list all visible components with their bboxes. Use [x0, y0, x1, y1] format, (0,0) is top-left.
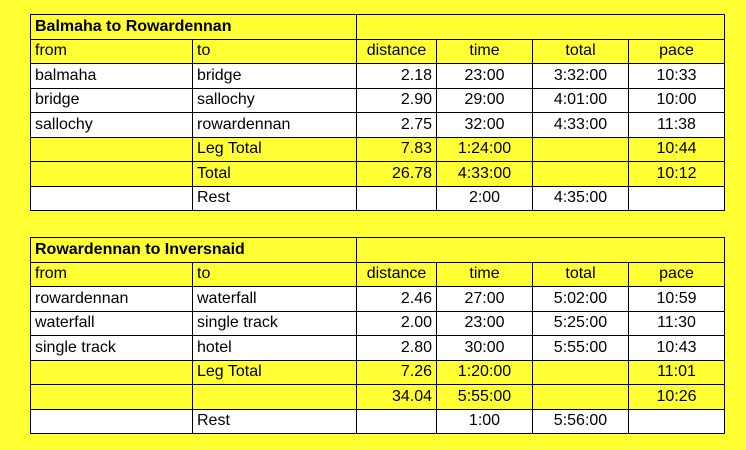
header-pace: pace: [629, 262, 725, 287]
cell-total: 5:02:00: [533, 287, 629, 312]
header-time: time: [437, 262, 533, 287]
empty-cell: [31, 385, 193, 410]
cell-time: 23:00: [437, 64, 533, 89]
empty-cell: [31, 409, 193, 434]
cell-from: rowardennan: [31, 287, 193, 312]
table-row: [31, 287, 725, 312]
cell-distance: 2.80: [357, 336, 437, 361]
cell-distance: 2.18: [357, 64, 437, 89]
empty-cell: [533, 162, 629, 187]
empty-cell: [533, 137, 629, 162]
cell-total: 4:01:00: [533, 88, 629, 113]
empty-cell: [533, 385, 629, 410]
cumulative-pace: 10:12: [629, 162, 725, 187]
cell-to: hotel: [193, 336, 357, 361]
cell-total: 4:33:00: [533, 113, 629, 138]
table-row: [31, 336, 725, 361]
leg-total-time: 1:24:00: [437, 137, 533, 162]
rest-total: 5:56:00: [533, 409, 629, 434]
cell-total: 5:55:00: [533, 336, 629, 361]
header-row: [31, 262, 725, 287]
header-row: [31, 39, 725, 64]
cumulative-row: [31, 385, 725, 410]
cumulative-time: 5:55:00: [437, 385, 533, 410]
cell-to: bridge: [193, 64, 357, 89]
empty-cell: [357, 15, 725, 40]
cell-pace: 10:43: [629, 336, 725, 361]
leg-title: Balmaha to Rowardennan: [31, 15, 357, 40]
cell-pace: 11:38: [629, 113, 725, 138]
table-row: [31, 311, 725, 336]
cell-from: balmaha: [31, 64, 193, 89]
cumulative-row: [31, 162, 725, 187]
cell-from: waterfall: [31, 311, 193, 336]
header-distance: distance: [357, 39, 437, 64]
rest-label: Rest: [193, 186, 357, 211]
cell-time: 32:00: [437, 113, 533, 138]
header-total: total: [533, 262, 629, 287]
cell-distance: 2.75: [357, 113, 437, 138]
cell-time: 30:00: [437, 336, 533, 361]
empty-cell: [31, 186, 193, 211]
empty-cell: [629, 409, 725, 434]
cell-from: single track: [31, 336, 193, 361]
cell-pace: 10:33: [629, 64, 725, 89]
rest-row: [31, 186, 725, 211]
rest-time: 2:00: [437, 186, 533, 211]
table-row: [31, 64, 725, 89]
rest-row: [31, 409, 725, 434]
cumulative-distance: 26.78: [357, 162, 437, 187]
empty-cell: [31, 162, 193, 187]
empty-cell: [357, 409, 437, 434]
cell-to: single track: [193, 311, 357, 336]
leg-total-distance: 7.83: [357, 137, 437, 162]
cell-from: bridge: [31, 88, 193, 113]
cell-distance: 2.46: [357, 287, 437, 312]
empty-cell: [31, 360, 193, 385]
cumulative-label: [193, 385, 357, 410]
cell-time: 29:00: [437, 88, 533, 113]
header-pace: pace: [629, 39, 725, 64]
leg-total-label: Leg Total: [193, 360, 357, 385]
header-distance: distance: [357, 262, 437, 287]
cumulative-label: Total: [193, 162, 357, 187]
leg-total-pace: 10:44: [629, 137, 725, 162]
header-from: from: [31, 39, 193, 64]
leg-table-1: [30, 14, 725, 211]
cell-total: 5:25:00: [533, 311, 629, 336]
cell-to: waterfall: [193, 287, 357, 312]
leg-total-row: [31, 137, 725, 162]
cell-from: sallochy: [31, 113, 193, 138]
leg-table-2: [30, 237, 725, 434]
leg-title-row: [31, 15, 725, 40]
rest-time: 1:00: [437, 409, 533, 434]
cell-distance: 2.90: [357, 88, 437, 113]
header-time: time: [437, 39, 533, 64]
cell-pace: 10:00: [629, 88, 725, 113]
cell-to: rowardennan: [193, 113, 357, 138]
table-row: [31, 113, 725, 138]
header-total: total: [533, 39, 629, 64]
header-to: to: [193, 39, 357, 64]
cell-pace: 11:30: [629, 311, 725, 336]
leg-total-pace: 11:01: [629, 360, 725, 385]
cumulative-pace: 10:26: [629, 385, 725, 410]
header-from: from: [31, 262, 193, 287]
empty-cell: [629, 186, 725, 211]
leg-total-label: Leg Total: [193, 137, 357, 162]
cell-pace: 10:59: [629, 287, 725, 312]
leg-total-row: [31, 360, 725, 385]
cell-time: 27:00: [437, 287, 533, 312]
leg-total-time: 1:20:00: [437, 360, 533, 385]
rest-label: Rest: [193, 409, 357, 434]
cumulative-distance: 34.04: [357, 385, 437, 410]
cell-to: sallochy: [193, 88, 357, 113]
empty-cell: [533, 360, 629, 385]
leg-title: Rowardennan to Inversnaid: [31, 238, 357, 263]
empty-cell: [31, 137, 193, 162]
empty-cell: [357, 238, 725, 263]
cell-total: 3:32:00: [533, 64, 629, 89]
leg-title-row: [31, 238, 725, 263]
rest-total: 4:35:00: [533, 186, 629, 211]
empty-cell: [357, 186, 437, 211]
header-to: to: [193, 262, 357, 287]
leg-total-distance: 7.26: [357, 360, 437, 385]
table-row: [31, 88, 725, 113]
cell-time: 23:00: [437, 311, 533, 336]
cumulative-time: 4:33:00: [437, 162, 533, 187]
cell-distance: 2.00: [357, 311, 437, 336]
